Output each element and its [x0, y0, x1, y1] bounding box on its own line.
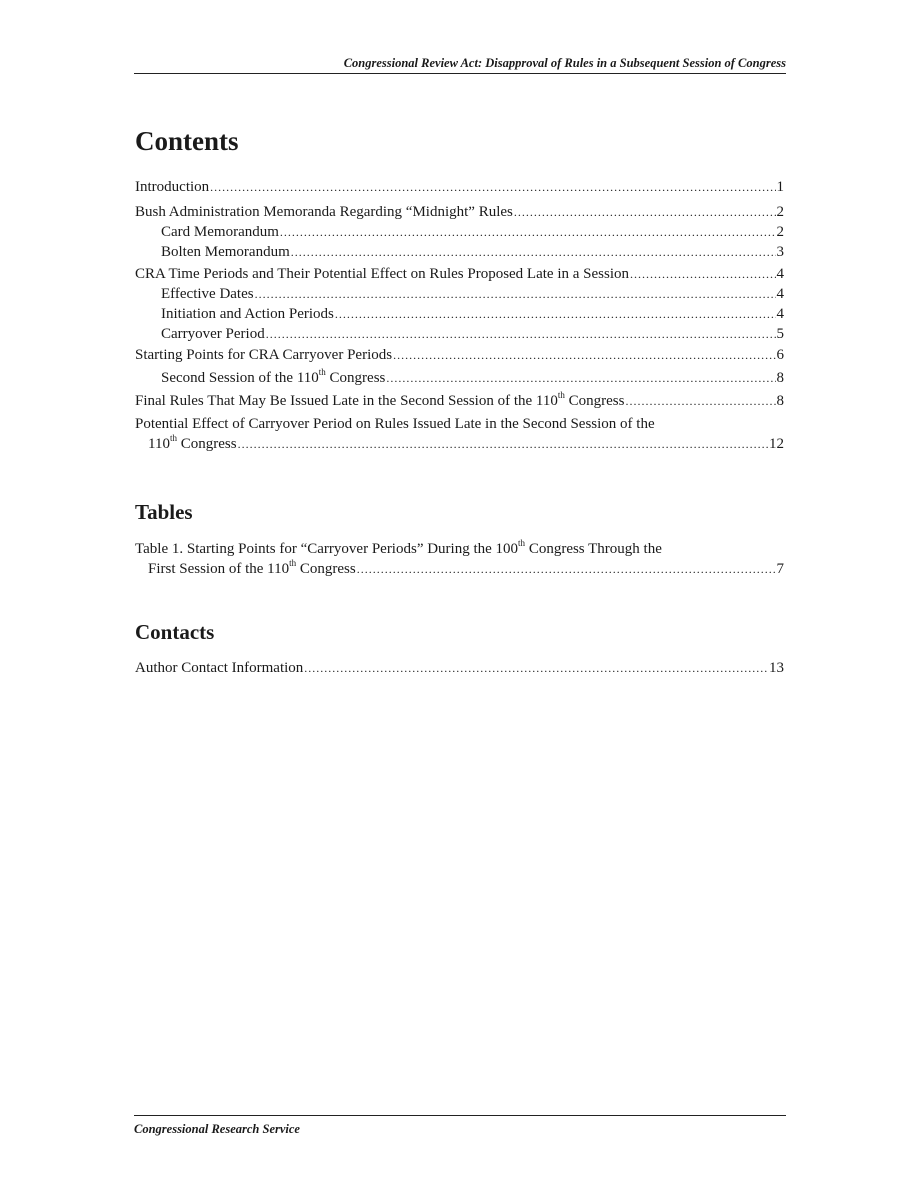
toc-entry-second-session[interactable]: Second Session of the 110th Congress ..... 8 [135, 369, 784, 387]
running-footer-text: Congressional Research Service [134, 1122, 300, 1136]
contents-heading: Contents [135, 126, 239, 156]
toc-entry-author-contact[interactable]: Author Contact Information ..... 13 [135, 659, 784, 677]
running-header-title: Congressional Review Act: Disapproval of Rules in a Subsequent Session of Congress [343, 56, 786, 70]
toc-entry-potential-effect[interactable]: Potential Effect of Carryover Period on Rules Issued Late in the Second Session of the 110th Congress ..... 12 [135, 415, 784, 453]
contacts-list [135, 659, 784, 677]
toc-entry-effective-dates[interactable]: Effective Dates ..... 4 [135, 285, 784, 303]
toc-entry-table-1[interactable]: Table 1. Starting Points for “Carryover Periods” During the 100th Congress Through the First Session of the 110th Congress ..... 7 [135, 540, 784, 578]
toc-entry-card-memorandum[interactable]: Card Memorandum ..... 2 [135, 223, 784, 241]
running-header [134, 56, 786, 74]
running-footer [134, 1115, 786, 1137]
tables-heading: Tables [135, 500, 193, 524]
toc-entry-introduction[interactable]: Introduction ..... 1 [135, 178, 784, 196]
toc-entry-carryover-period[interactable]: Carryover Period ..... 5 [135, 325, 784, 343]
contents-list [135, 178, 784, 453]
toc-entry-starting-points[interactable]: Starting Points for CRA Carryover Periods ..... 6 [135, 346, 784, 364]
toc-entry-cra-time-periods[interactable]: CRA Time Periods and Their Potential Effect on Rules Proposed Late in a Session ..... 4 [135, 265, 784, 283]
contacts-heading: Contacts [135, 620, 215, 644]
tables-list [135, 540, 784, 578]
toc-entry-final-rules[interactable]: Final Rules That May Be Issued Late in the Second Session of the 110th Congress ..... 8 [135, 392, 784, 410]
toc-entry-bolten-memorandum[interactable]: Bolten Memorandum ..... 3 [135, 243, 784, 261]
toc-entry-bush-memoranda[interactable]: Bush Administration Memoranda Regarding “Midnight” Rules ..... 2 [135, 203, 784, 221]
toc-entry-initiation-action-periods[interactable]: Initiation and Action Periods ..... 4 [135, 305, 784, 323]
